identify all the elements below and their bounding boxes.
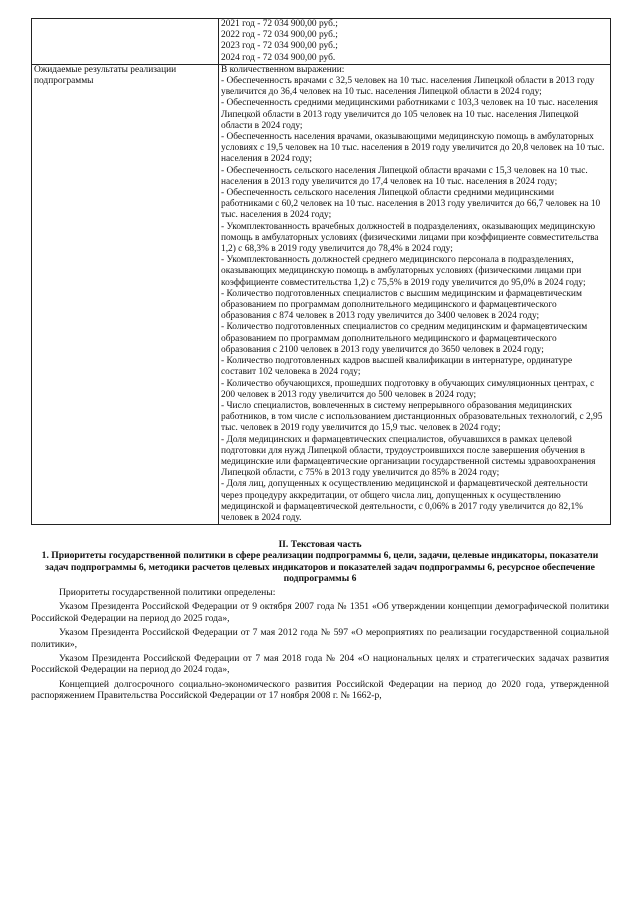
results-label: Ожидаемые результаты реализации подпрограммы <box>34 64 177 87</box>
result-item-1: - Обеспеченность врачами с 32,5 человек на 10 тыс. населения Липецкой области в 2013 году увеличится до 36,4 человек на 10 тыс. населения Липецкой области в 2024 году; <box>221 76 595 98</box>
funding-line-2023: 2023 год - 72 034 900,00 руб.; <box>221 41 338 52</box>
result-item-6: - Укомплектованность врачебных должностей в подразделениях, оказывающих медицинскую помощь в амбулаторных условиях (физическими лицами при коэффициенте совместительства 1,2) с 68,3% в 2019 году увеличится до 78,4% в 2024 году; <box>221 221 599 255</box>
result-item-5: - Обеспеченность сельского населения Липецкой области средними медицинскими работниками с 60,2 человек на 10 тыс. населения в 2013 году увеличится до 66,7 человек на 10 тыс. населения в 2024 году; <box>221 188 601 221</box>
paragraph-decree-597: Указом Президента Российской Федерации от 7 мая 2012 года № 597 «О мероприятиях по реализации государственной социальной политики», <box>31 627 609 650</box>
result-item-10: - Количество подготовленных кадров высшей квалификации в интернатуре, ординатуре составит 102 человека в 2024 году; <box>221 356 573 378</box>
result-item-4: - Обеспеченность сельского населения Липецкой области врачами с 15,3 человек на 10 тыс. населения в 2013 году увеличится до 17,4 человек на 10 тыс. населения в 2024 году; <box>221 165 588 187</box>
result-item-8: - Количество подготовленных специалистов с высшим медицинским и фармацевтическим образованием по программам дополнительного медицинского и фармацевтического образования с 874 человек в 2013 году увеличится до 3400 человек в 2024 году; <box>221 288 582 322</box>
paragraph-decree-204: Указом Президента Российской Федерации от 7 мая 2018 года № 204 «О национальных целях и стратегических задачах развития Российской Федерации на период до 2024 года», <box>31 652 609 676</box>
paragraph-decree-1351: Указом Президента Российской Федерации от 9 октября 2007 года № 1351 «Об утверждении концепции демографической политики Российской Федерации на период до 2025 года», <box>31 601 609 624</box>
passport-table <box>31 18 611 525</box>
funding-label-cell <box>32 19 219 65</box>
text-section <box>31 539 609 701</box>
paragraph-concept-2020: Концепцией долгосрочного социально-экономического развития Российской Федерации на период до 2020 года, утвержденной распоряжением Правительства Российской Федерации от 17 ноября 2008 г. № 1662-р, <box>31 678 609 702</box>
results-row <box>32 64 611 524</box>
result-item-9: - Количество подготовленных специалистов со средним медицинским и фармацевтическим образованием по программам дополнительного медицинского и фармацевтического образования с 2100 человек в 2013 году увеличится до 3650 человек в 2024 году; <box>221 322 588 355</box>
result-item-7: - Укомплектованность должностей среднего медицинского персонала в подразделениях, оказывающих медицинскую помощь в амбулаторных условиях (физическими лицами при коэффициенте совместительства 1,2) с 75,5% в 2019 году увеличится до 95,0% в 2024 году; <box>221 255 586 288</box>
result-item-11: - Количество обучающихся, прошедших подготовку в обучающих симуляционных центрах, с 200 человек в 2013 году увеличится до 500 человек в 2024 году; <box>221 378 595 400</box>
funding-line-2021: 2021 год - 72 034 900,00 руб.; <box>221 19 338 29</box>
funding-value-cell <box>219 19 611 65</box>
result-item-14: - Доля лиц, допущенных к осуществлению медицинской и фармацевтической деятельности через процедуру аккредитации, от общего числа лиц, допущенных к осуществлению медицинской и фармацевтической деятельности, с 0,06% в 2017 году увеличится до 82,1% человек в 2024 году. <box>221 479 588 523</box>
funding-line-2024: 2024 год - 72 034 900,00 руб. <box>221 52 336 63</box>
section-title: II. Текстовая часть <box>278 539 362 551</box>
funding-line-2022: 2022 год - 72 034 900,00 руб.; <box>221 30 338 41</box>
result-item-12: - Число специалистов, вовлеченных в систему непрерывного образования медицинских работников, в том числе с использованием дистанционных образовательных технологий, с 2,95 тыс. человек в 2019 году увеличится до 15,9 тыс. человек в 2024 году; <box>221 400 603 434</box>
results-intro: В количественном выражении: <box>221 64 345 75</box>
result-item-13: - Доля медицинских и фармацевтических специалистов, обучавшихся в рамках целевой подготовки для нужд Липецкой области, трудоустроившихся после завершения обучения в медицинские или фармацевтические организации государственной системы здравоохранения Липецкой области, с 75% в 2013 году увеличится до 85% в 2024 году; <box>221 434 596 479</box>
document-page <box>31 18 609 702</box>
result-item-2: - Обеспеченность средними медицинскими работниками с 103,3 человек на 10 тыс. населения Липецкой области в 2013 году увеличится до 105 человек на 10 тыс. населения Липецкой области в 2024 году; <box>221 98 598 131</box>
result-item-3: - Обеспеченность населения врачами, оказывающими медицинскую помощь в амбулаторных условиях с 19,5 человек на 10 тыс. населения в 2019 году увеличится до 20,8 человек на 10 тыс. населения в 2024 году; <box>221 132 605 165</box>
section-subtitle: 1. Приоритеты государственной политики в сфере реализации подпрограммы 6, цели, задачи, целевые индикаторы, показатели задач подпрограммы 6, методики расчетов целевых индикаторов и показателей задач подпрограммы 6, ресурсное обеспечение подпрограммы 6 <box>41 550 599 584</box>
results-value-cell <box>219 64 611 524</box>
results-label-cell <box>32 64 219 524</box>
funding-row <box>32 19 611 65</box>
paragraph-priorities: Приоритеты государственной политики определены: <box>59 586 276 598</box>
